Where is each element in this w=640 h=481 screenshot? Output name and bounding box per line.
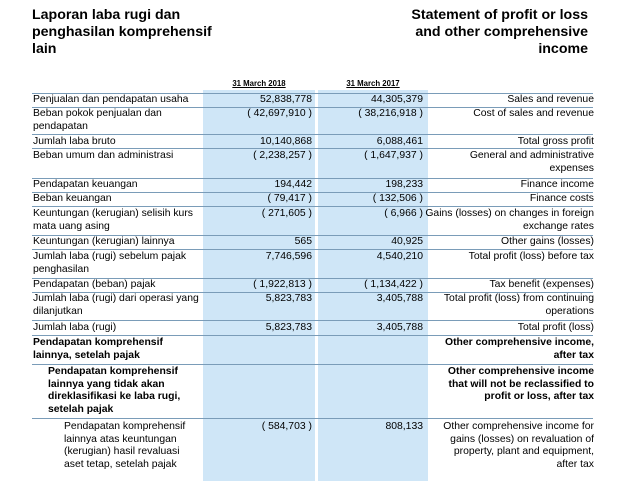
row-label-english: Other gains (losses) [501,236,594,247]
value-2017: ( 38,216,918 ) [358,108,423,119]
row-label-english: Total profit (loss) before tax [468,251,594,262]
value-2018: 5,823,783 [265,293,312,304]
row-divider [32,364,593,365]
row-label-english: General and administrative expenses [469,150,594,174]
title-indonesian: Laporan laba rugi dan penghasilan komprehensif lain [32,7,212,57]
row-label: Pendapatan keuangan [33,179,138,190]
row-label-english: Other comprehensive income that will not be reclassified to profit or loss, after tax [447,366,594,402]
row-label-english: Other comprehensive income, after tax [445,337,594,361]
row-label-english: Total profit (loss) [517,322,594,333]
column-header-2018: 31 March 2018 [232,79,286,88]
row-divider [32,249,593,250]
row-label: Jumlah laba (rugi) sebelum pajak penghasilan [33,251,187,275]
row-label: Pendapatan komprehensif lainnya yang tidak akan direklasifikasi ke laba rugi, setelah pajak [48,366,181,415]
row-label: Beban umum dan administrasi [33,150,174,161]
row-divider [32,320,593,321]
row-label: Pendapatan komprehensif lainnya atas keuntungan (kerugian) hasil revaluasi aset tetap, setelah pajak [64,421,186,470]
row-label: Jumlah laba (rugi) [33,322,117,333]
value-2017: ( 132,506 ) [372,193,423,204]
value-2018: ( 42,697,910 ) [247,108,312,119]
value-2018: ( 79,417 ) [267,193,312,204]
value-2018: 565 [294,236,312,247]
value-2017: ( 6,966 ) [384,208,423,219]
row-label: Jumlah laba (rugi) dari operasi yang dilanjutkan [33,293,199,317]
row-label-english: Gains (losses) on changes in foreign exchange rates [425,208,594,232]
row-label-english: Sales and revenue [507,94,594,105]
row-label-english: Total gross profit [517,136,594,147]
value-2018: 7,746,596 [265,251,312,262]
value-2018: ( 584,703 ) [261,421,312,432]
value-2018: ( 2,238,257 ) [253,150,312,161]
value-2017: 40,925 [391,236,423,247]
value-2018: ( 271,605 ) [261,208,312,219]
row-label-english: Tax benefit (expenses) [489,279,594,290]
value-2017: ( 1,134,422 ) [364,279,423,290]
value-2017: 3,405,788 [376,293,423,304]
row-divider [32,418,593,419]
row-label: Beban pokok penjualan dan pendapatan [33,108,162,132]
title-english: Statement of profit or loss and other comprehensive income [411,7,588,57]
row-label: Penjualan dan pendapatan usaha [33,94,189,105]
value-2018: 10,140,868 [259,136,312,147]
row-label-english: Finance costs [529,193,594,204]
value-2017: ( 1,647,937 ) [364,150,423,161]
row-label-english: Finance income [520,179,594,190]
value-2017: 4,540,210 [376,251,423,262]
value-2017: 198,233 [385,179,423,190]
value-2017: 6,088,461 [376,136,423,147]
column-header-2017: 31 March 2017 [346,79,400,88]
row-label-english: Total profit (loss) from continuing operations [443,293,594,317]
value-2017: 3,405,788 [376,322,423,333]
value-2018: 5,823,783 [265,322,312,333]
row-label-english: Cost of sales and revenue [473,108,594,119]
row-divider [32,206,593,207]
value-2018: 194,442 [274,179,312,190]
row-label: Pendapatan (beban) pajak [33,279,156,290]
row-divider [32,335,593,336]
row-label-english: Other comprehensive income for gains (losses) on revaluation of property, plant and equipment, after tax [443,421,594,470]
value-2018: 52,838,778 [259,94,312,105]
row-label: Pendapatan komprehensif lainnya, setelah pajak [33,337,163,361]
value-2018: ( 1,922,813 ) [253,279,312,290]
row-label: Keuntungan (kerugian) selisih kurs mata uang asing [33,208,193,232]
row-label: Beban keuangan [33,193,112,204]
row-label: Jumlah laba bruto [33,136,116,147]
value-2017: 44,305,379 [370,94,423,105]
value-2017: 808,133 [385,421,423,432]
row-label: Keuntungan (kerugian) lainnya [33,236,175,247]
row-divider [32,134,593,135]
